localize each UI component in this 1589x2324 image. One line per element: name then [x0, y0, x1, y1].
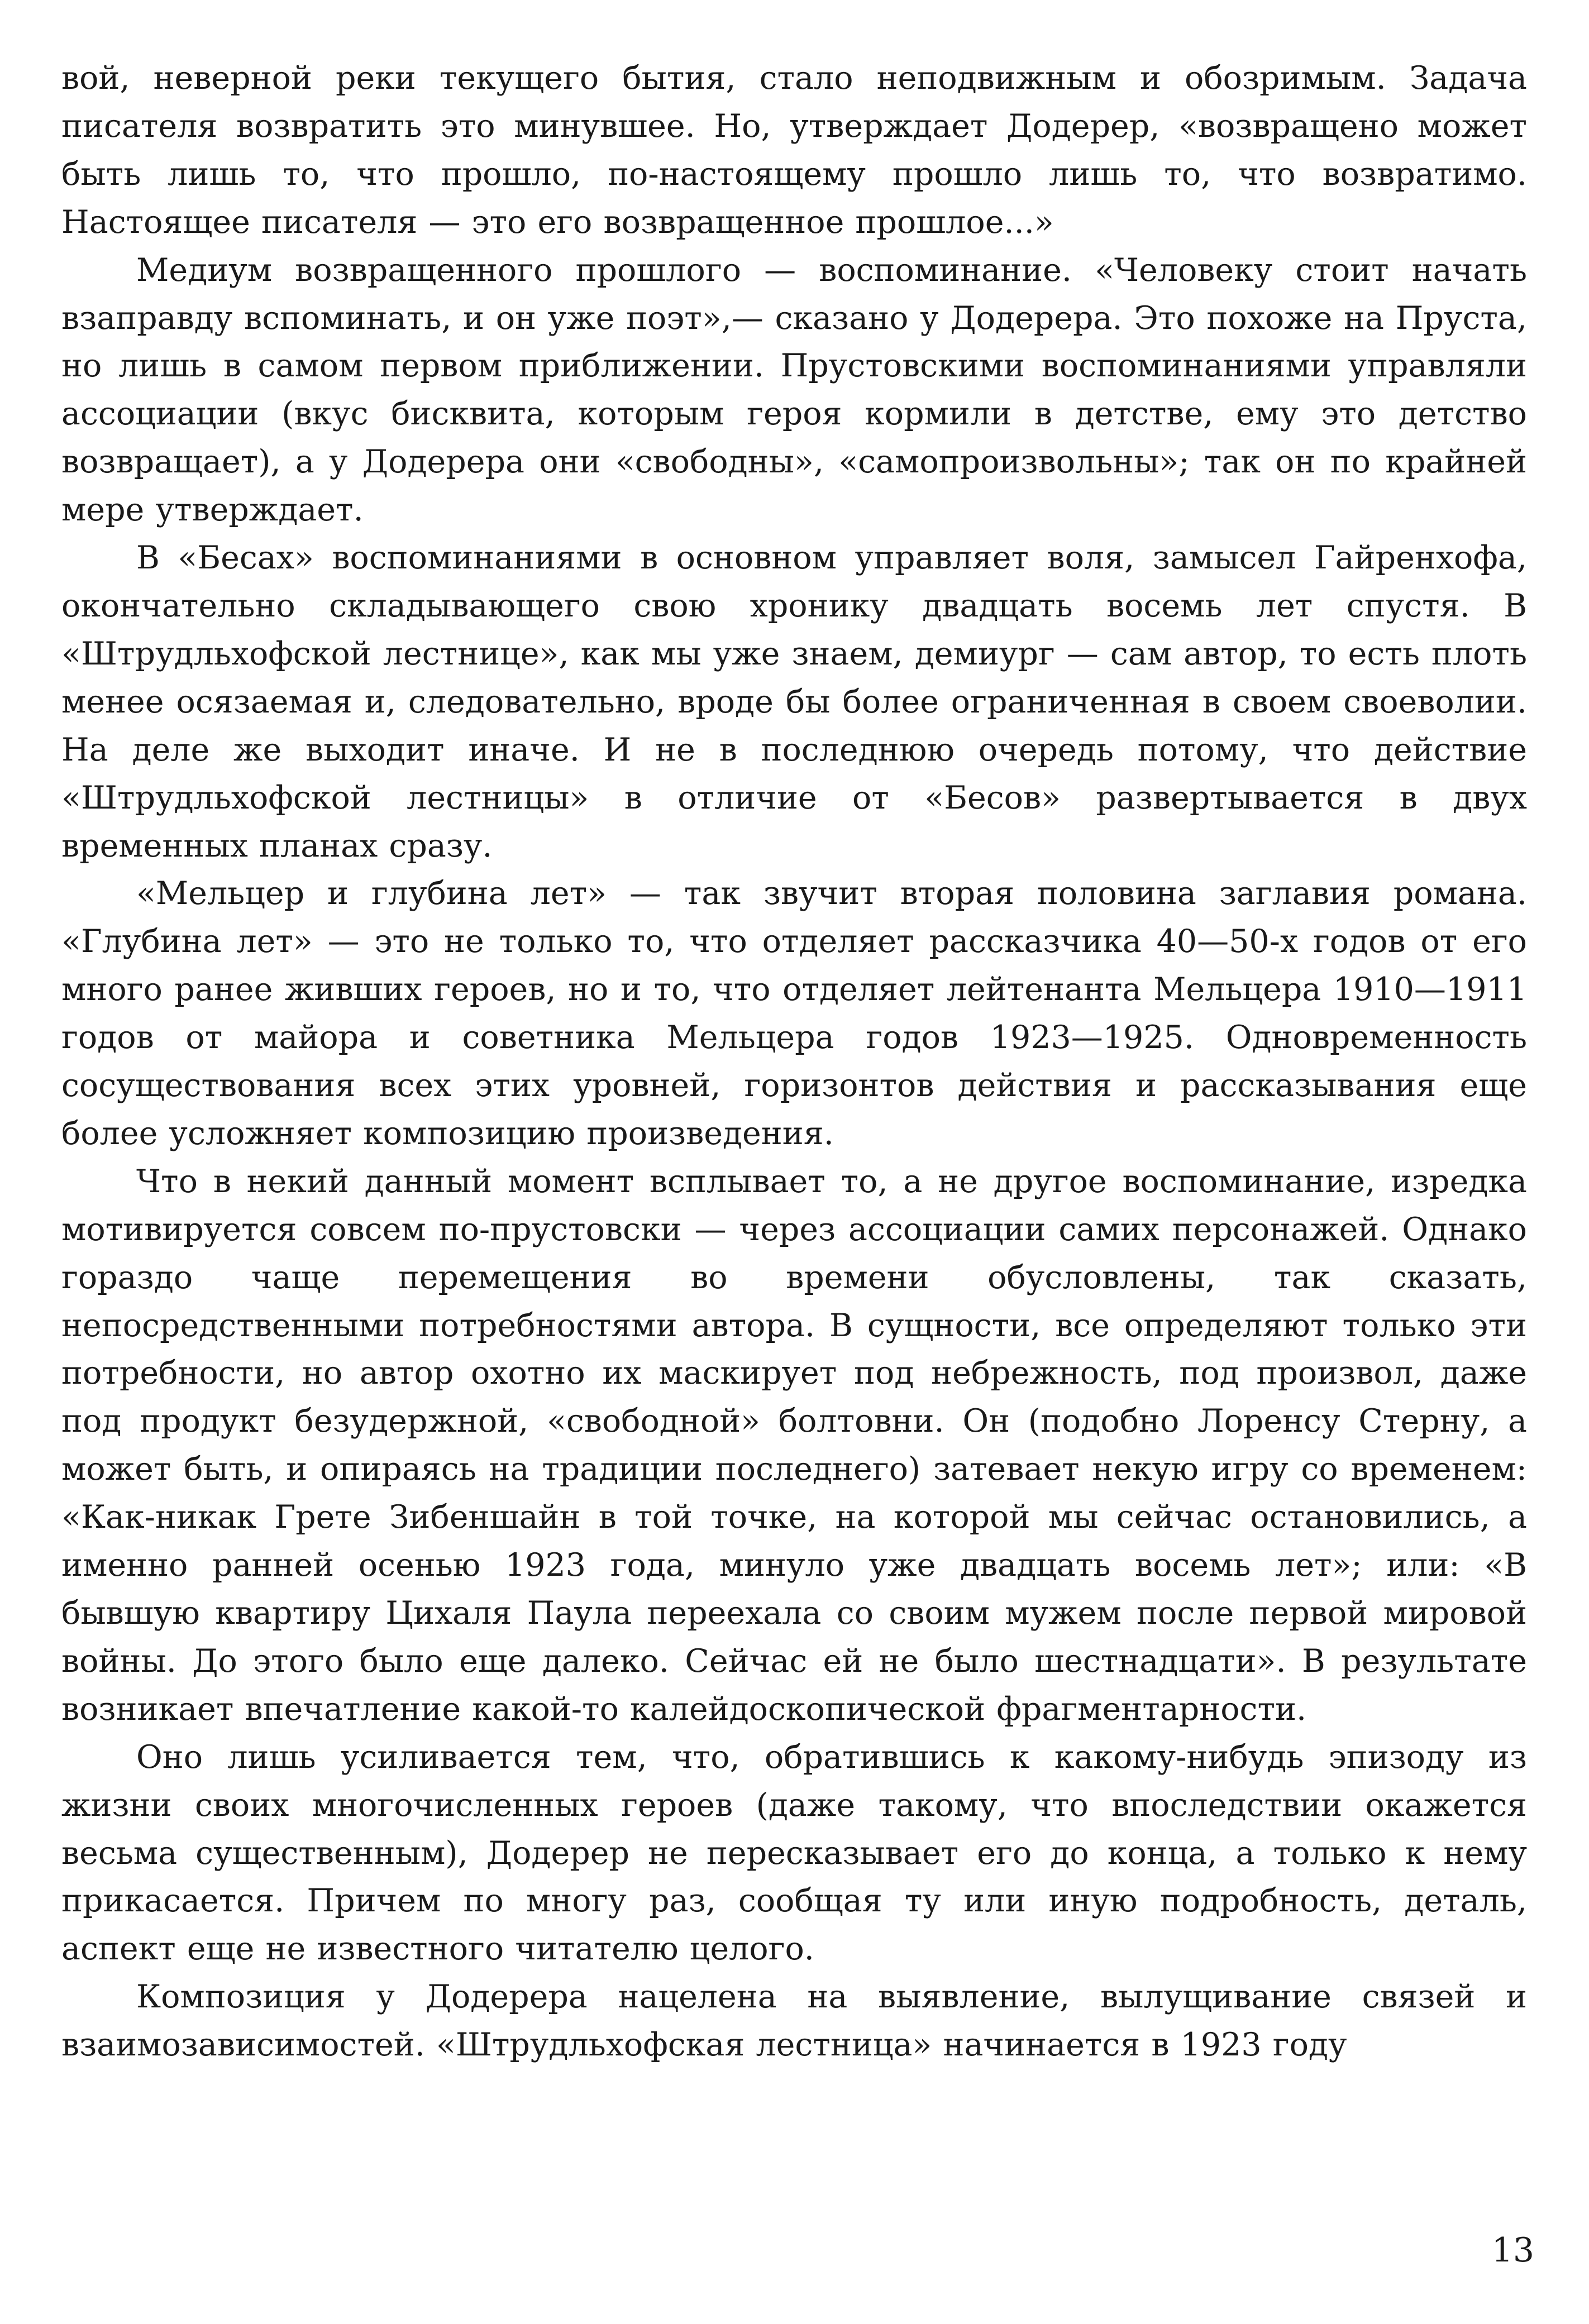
paragraph-2: Медиум возвращенного прошлого — воспоминание. «Человеку стоит начать взаправду вспоминать, и он уже поэт»,— сказано у Додерера. Это похоже на Пруста, но лишь в самом первом приближении. Прустовскими воспоминаниями управляли ассоциации (вкус бисквита, которым героя кормили в детстве, ему это детство возвращает), а у Додерера они «свободны», «самопроизвольны»; так он по крайней мере утверждает.: [61, 251, 1527, 529]
page-body: [61, 55, 1527, 2069]
paragraph-4: «Мельцер и глубина лет» — так звучит вторая половина заглавия романа. «Глубина лет» — это не только то, что отделяет рассказчика 40—50-х годов от его много ранее живших героев, но и то, что отделяет лейтенанта Мельцера 1910—1911 годов от майора и советника Мельцера годов 1923—1925. Одновременность сосуществования всех этих уровней, горизонтов действия и рассказывания еще более усложняет композицию произведения.: [61, 875, 1527, 1152]
page-number: 13: [1491, 2231, 1534, 2270]
paragraph-5: Что в некий данный момент всплывает то, а не другое воспоминание, изредка мотивируется совсем по-прустовски — через ассоциации самих персонажей. Однако гораздо чаще перемещения во времени обусловлены, так сказать, непосредственными потребностями автора. В сущности, все определяют только эти потребности, но автор охотно их маскирует под небрежность, под произвол, даже под продукт безудержной, «свободной» болтовни. Он (подобно Лоренсу Стерну, а может быть, и опираясь на традиции последнего) затевает некую игру со временем: «Как-никак Грете Зибеншайн в той точке, на которой мы сейчас остановились, а именно ранней осенью 1923 года, минуло уже двадцать восемь лет»; или: «В бывшую квартиру Цихаля Паула переехала со своим мужем после первой мировой войны. До этого было еще далеко. Сейчас ей не было шестнадцати». В результате возникает впечатление какой-то калейдоскопической фрагментарности.: [61, 1163, 1527, 1728]
paragraph-6: Оно лишь усиливается тем, что, обратившись к какому-нибудь эпизоду из жизни своих многочисленных героев (даже такому, что впоследствии окажется весьма существенным), Додерер не пересказывает его до конца, а только к нему прикасается. Причем по многу раз, сообщая ту или иную подробность, деталь, аспект еще не известного читателю целого.: [61, 1738, 1527, 1968]
paragraph-7: Композиция у Додерера нацелена на выявление, вылущивание связей и взаимозависимостей. «Штрудльхофская лестница» начинается в 1923 году: [61, 1978, 1527, 2064]
paragraph-3: В «Бесах» воспоминаниями в основном управляет воля, замысел Гайренхофа, окончательно складывающего свою хронику двадцать восемь лет спустя. В «Штрудльхофской лестнице», как мы уже знаем, демиург — сам автор, то есть плоть менее осязаемая и, следовательно, вроде бы более ограниченная в своем своеволии. На деле же выходит иначе. И не в последнюю очередь потому, что действие «Штрудльхофской лестницы» в отличие от «Бесов» развертывается в двух временных планах сразу.: [61, 539, 1527, 864]
paragraph-1: вой, неверной реки текущего бытия, стало неподвижным и обозримым. Задача писателя возвратить это минувшее. Но, утверждает Додерер, «возвращено может быть лишь то, что прошло, по-настоящему прошло лишь то, что возвратимо. Настоящее писателя — это его возвращенное прошлое...»: [61, 60, 1527, 241]
